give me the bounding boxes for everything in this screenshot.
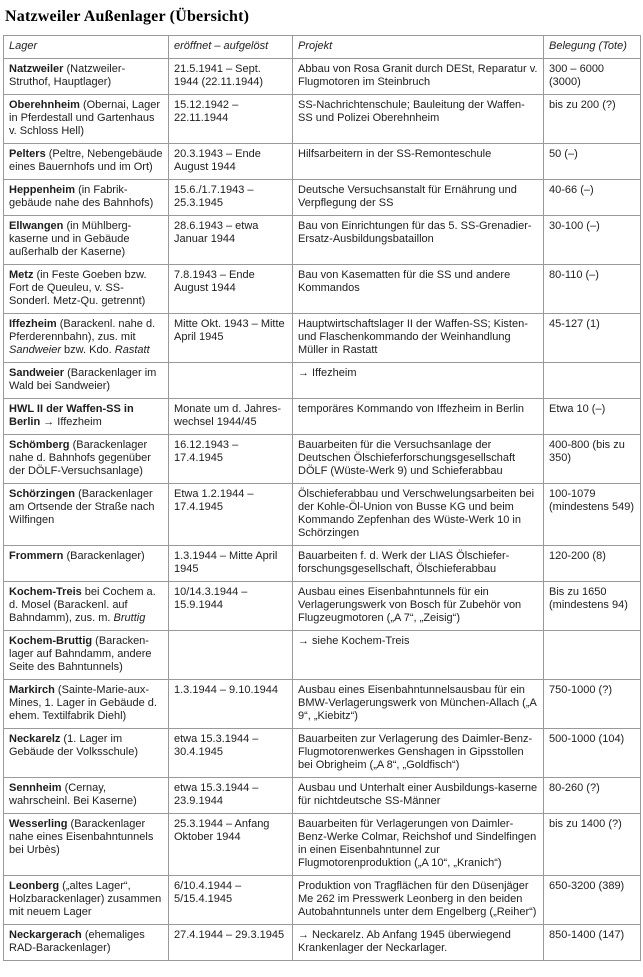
belegung-cell: 30-100 (–): [544, 216, 641, 265]
projekt-cell: Abbau von Rosa Granit durch DESt, Reparatur v. Flugmotoren im Steinbruch: [293, 59, 544, 95]
lager-cell: [4, 546, 169, 582]
lager-cell: [4, 876, 169, 925]
lager-cell: [4, 363, 169, 399]
lager-cell: [4, 631, 169, 680]
lager-cell: [4, 314, 169, 363]
projekt-cell: Hauptwirtschaftslager II der Waffen-SS; Kisten- und Flaschenkommando der Weinhandlung Müller in Rastatt: [293, 314, 544, 363]
camp-description: (Barackenlager am Ortsende der Straße nach Wilfingen: [9, 488, 155, 526]
dates-cell: Monate um d. Jahres-wechsel 1944/45: [169, 399, 293, 435]
camp-description: (Obernai, Lager in Pferdestall und Gartenhaus v. Schloss Hell): [9, 99, 161, 137]
dates-cell: 27.4.1944 – 29.3.1945: [169, 925, 293, 961]
belegung-cell: [544, 363, 641, 399]
camp-description: (Barackenlager nahe d. Bahnhofs gegenüber der DÖLF-Versuchsanlage): [9, 439, 151, 477]
table-row: [4, 876, 641, 925]
belegung-cell: 400-800 (bis zu 350): [544, 435, 641, 484]
lager-cell: [4, 925, 169, 961]
subcamps-table: [3, 35, 641, 961]
camp-name: Kochem-Bruttig: [9, 635, 93, 647]
dates-cell: [169, 363, 293, 399]
camp-description: (Barackenl. nahe d. Pferderennbahn), zus. mit: [9, 318, 156, 343]
table-row: [4, 729, 641, 778]
table-row: [4, 680, 641, 729]
table-row: [4, 399, 641, 435]
belegung-cell: 45-127 (1): [544, 314, 641, 363]
lager-cell: [4, 216, 169, 265]
camp-description: Bruttig: [113, 612, 146, 624]
camp-name: Sennheim: [9, 782, 62, 794]
lager-cell: [4, 680, 169, 729]
dates-cell: 20.3.1943 – Ende August 1944: [169, 144, 293, 180]
projekt-cell: temporäres Kommando von Iffezheim in Berlin: [293, 399, 544, 435]
dates-cell: 21.5.1941 – Sept. 1944 (22.11.1944): [169, 59, 293, 95]
camp-name: Schömberg: [9, 439, 70, 451]
dates-cell: 1.3.1944 – Mitte April 1945: [169, 546, 293, 582]
camp-name: Kochem-Treis: [9, 586, 82, 598]
lager-cell: [4, 582, 169, 631]
projekt-cell: Bauarbeiten für die Versuchsanlage der Deutschen Ölschieferforschungsgesellschaft DÖLF (Wüste-Werk 9) und Schieferabbau: [293, 435, 544, 484]
table-row: [4, 59, 641, 95]
belegung-cell: bis zu 200 (?): [544, 95, 641, 144]
column-header-lager: Lager: [4, 36, 169, 59]
camp-name: Heppenheim: [9, 184, 76, 196]
column-header-dates: eröffnet – aufgelöst: [169, 36, 293, 59]
camp-description: → Iffezheim: [40, 416, 102, 428]
belegung-cell: Bis zu 1650 (mindestens 94): [544, 582, 641, 631]
camp-name: Ellwangen: [9, 220, 64, 232]
projekt-cell: Ausbau eines Eisenbahntunnelsausbau für ein BMW-Verlagerungswerk von München-Allach („A 9“, „Kiebitz“): [293, 680, 544, 729]
projekt-cell: Deutsche Versuchsanstalt für Ernährung und Verpflegung der SS: [293, 180, 544, 216]
camp-name: Leonberg: [9, 880, 60, 892]
camp-name: Neckargerach: [9, 929, 82, 941]
lager-cell: [4, 95, 169, 144]
belegung-cell: 80-260 (?): [544, 778, 641, 814]
table-header-row: [4, 36, 641, 59]
table-body: [4, 59, 641, 961]
camp-description: Rastatt: [114, 344, 150, 356]
table-row: [4, 546, 641, 582]
belegung-cell: 80-110 (–): [544, 265, 641, 314]
camp-name: Schörzingen: [9, 488, 76, 500]
projekt-cell: Bau von Kasematten für die SS und andere Kommandos: [293, 265, 544, 314]
page-title: Natzweiler Außenlager (Übersicht): [5, 8, 250, 25]
table-row: [4, 435, 641, 484]
camp-description: (in Mühlberg-kaserne und in Gebäude außerhalb der Kaserne): [9, 220, 132, 258]
lager-cell: [4, 814, 169, 876]
belegung-cell: bis zu 1400 (?): [544, 814, 641, 876]
lager-cell: [4, 729, 169, 778]
dates-cell: etwa 15.3.1944 – 23.9.1944: [169, 778, 293, 814]
dates-cell: 1.3.1944 – 9.10.1944: [169, 680, 293, 729]
dates-cell: 15.6./1.7.1943 – 25.3.1945: [169, 180, 293, 216]
camp-name: Neckarelz: [9, 733, 61, 745]
dates-cell: Mitte Okt. 1943 – Mitte April 1945: [169, 314, 293, 363]
table-row: [4, 778, 641, 814]
projekt-cell: SS-Nachrichtenschule; Bauleitung der Waffen-SS und Polizei Oberehnheim: [293, 95, 544, 144]
camp-name: Oberehnheim: [9, 99, 80, 111]
table-row: [4, 363, 641, 399]
projekt-cell: Bauarbeiten f. d. Werk der LIAS Ölschiefer-forschungsgesellschaft, Ölschieferabbau: [293, 546, 544, 582]
camp-name: Frommern: [9, 550, 64, 562]
projekt-cell: Bau von Einrichtungen für das 5. SS-Grenadier-Ersatz-Ausbildungsbataillon: [293, 216, 544, 265]
table-row: [4, 180, 641, 216]
column-header-projekt: Projekt: [293, 36, 544, 59]
camp-name: Sandweier: [9, 367, 65, 379]
camp-name: Iffezheim: [9, 318, 57, 330]
lager-cell: [4, 144, 169, 180]
lager-cell: [4, 435, 169, 484]
lager-cell: [4, 265, 169, 314]
dates-cell: 15.12.1942 – 22.11.1944: [169, 95, 293, 144]
camp-description: bzw. Kdo.: [60, 344, 115, 356]
camp-description: (Cernay, wahrscheinl. Bei Kaserne): [9, 782, 137, 807]
dates-cell: [169, 631, 293, 680]
lager-cell: [4, 59, 169, 95]
camp-description: (Natzweiler-Struthof, Hauptlager): [9, 63, 126, 88]
lager-cell: [4, 180, 169, 216]
projekt-cell: Ölschieferabbau und Verschwelungsarbeiten bei der Kohle-Öl-Union von Busse KG und beim Kommando Zepfenhan des Wüste-Werk 10 in Schörzingen: [293, 484, 544, 546]
camp-description: (in Feste Goeben bzw. Fort de Queuleu, v. SS-Sonderl. Metz-Qu. getrennt): [9, 269, 147, 307]
camp-description: (ehemaliges RAD-Barackenlager): [9, 929, 145, 954]
camp-name: Metz: [9, 269, 34, 281]
dates-cell: etwa 15.3.1944 – 30.4.1945: [169, 729, 293, 778]
camp-description: („altes Lager“, Holzbarackenlager) zusammen mit neuem Lager: [9, 880, 162, 918]
dates-cell: 10/14.3.1944 – 15.9.1944: [169, 582, 293, 631]
belegung-cell: 120-200 (8): [544, 546, 641, 582]
camp-name: Wesserling: [9, 818, 68, 830]
table-row: [4, 144, 641, 180]
projekt-cell: Bauarbeiten für Verlagerungen von Daimler-Benz-Werke Colmar, Reichshof und Sindelfingen in einen Eisenbahntunnel zur Flugmotorenproduktion („A 10“, „Kranich“): [293, 814, 544, 876]
camp-description: (Barackenlager): [63, 550, 145, 562]
belegung-cell: Etwa 10 (–): [544, 399, 641, 435]
projekt-cell: → Iffezheim: [293, 363, 544, 399]
camp-description: (Peltre, Nebengebäude eines Bauernhofs und im Ort): [9, 148, 163, 173]
projekt-cell: → siehe Kochem-Treis: [293, 631, 544, 680]
table-row: [4, 582, 641, 631]
camp-description: Sandweier: [9, 344, 61, 356]
belegung-cell: 850-1400 (147): [544, 925, 641, 961]
camp-name: Pelters: [9, 148, 46, 160]
belegung-cell: 300 – 6000 (3000): [544, 59, 641, 95]
camp-name: HWL II der Waffen-SS in Berlin: [9, 403, 134, 428]
camp-description: (in Fabrik-gebäude nahe des Bahnhofs): [9, 184, 154, 209]
camp-name: Natzweiler: [9, 63, 64, 75]
dates-cell: 7.8.1943 – Ende August 1944: [169, 265, 293, 314]
table-row: [4, 631, 641, 680]
column-header-belegung: Belegung (Tote): [544, 36, 641, 59]
table-row: [4, 95, 641, 144]
projekt-cell: Ausbau und Unterhalt einer Ausbildungs-kaserne für nichtdeutsche SS-Männer: [293, 778, 544, 814]
belegung-cell: 750-1000 (?): [544, 680, 641, 729]
dates-cell: 16.12.1943 – 17.4.1945: [169, 435, 293, 484]
projekt-cell: Ausbau eines Eisenbahntunnels für ein Verlagerungswerk von Bosch für Zubehör von Flugzeugmotoren („A 7“, „Zeisig“): [293, 582, 544, 631]
camp-description: (Baracken-lager auf Bahndamm, andere Seite des Bahntunnels): [9, 635, 152, 673]
camp-description: (1. Lager im Gebäude der Volksschule): [9, 733, 139, 758]
dates-cell: Etwa 1.2.1944 – 17.4.1945: [169, 484, 293, 546]
belegung-cell: 500-1000 (104): [544, 729, 641, 778]
lager-cell: [4, 399, 169, 435]
belegung-cell: [544, 631, 641, 680]
projekt-cell: Produktion von Tragflächen für den Düsenjäger Me 262 im Presswerk Leonberg in den beiden Autobahntunnels unter dem Engelberg („Reiher“): [293, 876, 544, 925]
lager-cell: [4, 778, 169, 814]
projekt-cell: → Neckarelz. Ab Anfang 1945 überwiegend Krankenlager der Neckarlager.: [293, 925, 544, 961]
table-row: [4, 925, 641, 961]
table-row: [4, 216, 641, 265]
dates-cell: 28.6.1943 – etwa Januar 1944: [169, 216, 293, 265]
projekt-cell: Hilfsarbeitern in der SS-Remonteschule: [293, 144, 544, 180]
lager-cell: [4, 484, 169, 546]
dates-cell: 25.3.1944 – Anfang Oktober 1944: [169, 814, 293, 876]
belegung-cell: 50 (–): [544, 144, 641, 180]
camp-name: Markirch: [9, 684, 55, 696]
camp-description: bei Cochem a. d. Mosel (Barackenl. auf Bahndamm), zus. m.: [9, 586, 156, 624]
belegung-cell: 40-66 (–): [544, 180, 641, 216]
projekt-cell: Bauarbeiten zur Verlagerung des Daimler-Benz-Flugmotorenwerkes Genshagen in Gipsstollen bei Obrigheim („A 8“, „Goldfisch“): [293, 729, 544, 778]
table-row: [4, 484, 641, 546]
table-row: [4, 814, 641, 876]
table-row: [4, 314, 641, 363]
camp-description: (Barackenlager im Wald bei Sandweier): [9, 367, 157, 392]
belegung-cell: 650-3200 (389): [544, 876, 641, 925]
dates-cell: 6/10.4.1944 – 5/15.4.1945: [169, 876, 293, 925]
table-row: [4, 265, 641, 314]
camp-description: (Barackenlager nahe eines Eisenbahntunnels bei Urbès): [9, 818, 154, 856]
belegung-cell: 100-1079 (mindestens 549): [544, 484, 641, 546]
camp-description: (Sainte-Marie-aux-Mines, 1. Lager in Gebäude d. ehem. Textilfabrik Diehl): [9, 684, 157, 722]
